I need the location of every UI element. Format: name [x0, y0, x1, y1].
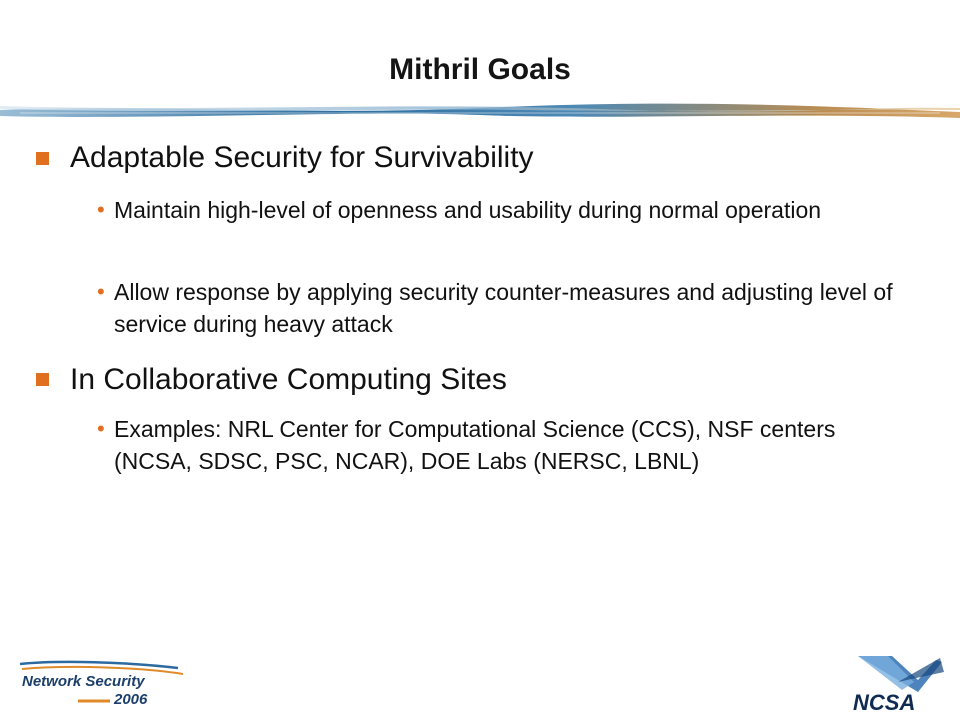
svg-text:Network Security: Network Security: [22, 673, 145, 690]
network-security-logo: [18, 660, 188, 710]
list-item: Maintain high-level of openness and usability during normal operation: [114, 197, 822, 223]
ncsa-logo: [848, 652, 948, 714]
dot-bullet-icon: •: [97, 197, 105, 222]
dot-bullet-icon: •: [97, 279, 105, 304]
slide-title: Mithril Goals: [389, 53, 571, 86]
svg-text:NCSA: NCSA: [853, 690, 916, 714]
svg-text:2006: 2006: [114, 691, 148, 708]
dot-bullet-icon: •: [97, 416, 105, 441]
square-bullet-icon: [36, 373, 49, 386]
list-item: Examples: NRL Center for Computational Science (CCS), NSF centers (NCSA, SDSC, PSC, NCAR), DOE Labs (NERSC, LBNL): [114, 416, 836, 474]
section-heading: In Collaborative Computing Sites: [70, 363, 507, 396]
section-heading: Adaptable Security for Survivability: [70, 141, 534, 174]
list-item: Allow response by applying security counter-measures and adjusting level of service during heavy attack: [114, 279, 893, 337]
square-bullet-icon: [36, 152, 49, 165]
